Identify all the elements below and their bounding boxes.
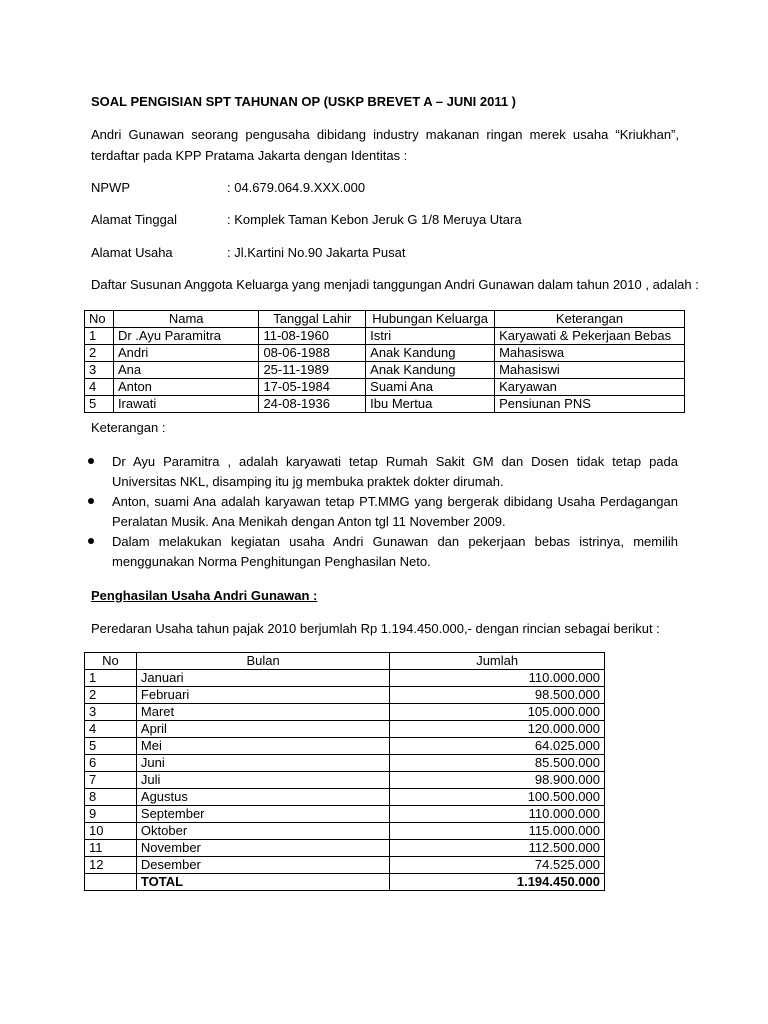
table-row [85,806,605,823]
family-hubungan: Anak Kandung [366,362,495,379]
alamat-usaha-label: Alamat Usaha [91,245,173,260]
income-jumlah: 74.525.000 [390,857,605,874]
table-row [85,362,685,379]
income-jumlah: 98.500.000 [390,687,605,704]
notes-list [112,452,678,572]
family-header-hubungan: Hubungan Keluarga [366,311,495,328]
income-header-bulan: Bulan [136,653,389,670]
income-jumlah: 110.000.000 [390,806,605,823]
income-jumlah: 64.025.000 [390,738,605,755]
table-row [85,704,605,721]
income-no: 4 [85,721,137,738]
family-keterangan: Pensiunan PNS [495,396,685,413]
family-no: 3 [85,362,114,379]
income-total-empty [85,874,137,891]
income-no: 6 [85,755,137,772]
income-jumlah: 120.000.000 [390,721,605,738]
note-line-1: Anton, suami Ana adalah karyawan tetap PT.MMG yang bergerak dibidang Usaha Perdagangan [112,494,678,509]
table-row [85,396,685,413]
income-no: 8 [85,789,137,806]
income-jumlah: 98.900.000 [390,772,605,789]
income-intro: Peredaran Usaha tahun pajak 2010 berjumlah Rp 1.194.450.000,- dengan rincian sebagai berikut : [91,621,660,636]
note-line-1: Dr Ayu Paramitra , adalah karyawati tetap Rumah Sakit GM dan Dosen tidak tetap pada [112,454,678,469]
family-keterangan: Mahasiswa [495,345,685,362]
family-keterangan: Karyawati & Pekerjaan Bebas [495,328,685,345]
table-row [85,670,605,687]
intro-line-1: Andri Gunawan seorang pengusaha dibidang industry makanan ringan merek usaha “Kriukhan”, [91,127,679,142]
intro-line-2: terdaftar pada KPP Pratama Jakarta dengan Identitas : [91,148,408,163]
income-total-value: 1.194.450.000 [390,874,605,891]
note-line-2: Peralatan Musik. Ana Menikah dengan Anton tgl 11 November 2009. [112,514,506,529]
income-no: 9 [85,806,137,823]
family-tanggal: 17-05-1984 [259,379,366,396]
income-jumlah: 115.000.000 [390,823,605,840]
income-table [84,652,605,891]
bullet-icon [88,538,94,544]
family-hubungan: Istri [366,328,495,345]
document-title: SOAL PENGISIAN SPT TAHUNAN OP (USKP BREVET A – JUNI 2011 ) [91,94,517,109]
family-nama: Andri [113,345,259,362]
table-row [85,755,605,772]
income-no: 7 [85,772,137,789]
family-tanggal: 24-08-1936 [259,396,366,413]
table-row [85,379,685,396]
table-row [85,345,685,362]
family-hubungan: Suami Ana [366,379,495,396]
note-line-1: Dalam melakukan kegiatan usaha Andri Gunawan dan pekerjaan bebas istrinya, memilih [112,534,678,549]
table-row [85,738,605,755]
income-no: 12 [85,857,137,874]
table-row [85,328,685,345]
family-table [84,310,685,413]
table-row [85,789,605,806]
family-nama: Ana [113,362,259,379]
total-row [85,874,605,891]
income-bulan: Januari [136,670,389,687]
income-bulan: Mei [136,738,389,755]
family-header-no: No [85,311,114,328]
family-hubungan: Anak Kandung [366,345,495,362]
family-nama: Anton [113,379,259,396]
list-item [112,532,678,572]
family-header-tanggal: Tanggal Lahir [259,311,366,328]
bullet-icon [88,498,94,504]
income-table-header [85,653,605,670]
keterangan-label: Keterangan : [91,420,166,435]
family-no: 1 [85,328,114,345]
family-table-header [85,311,685,328]
table-row [85,857,605,874]
table-row [85,840,605,857]
table-row [85,772,605,789]
income-bulan: Maret [136,704,389,721]
income-bulan: Februari [136,687,389,704]
family-no: 2 [85,345,114,362]
income-bulan: November [136,840,389,857]
income-bulan: Agustus [136,789,389,806]
table-row [85,823,605,840]
family-nama: Dr .Ayu Paramitra [113,328,259,345]
list-item [112,452,678,492]
alamat-tinggal-value: : Komplek Taman Kebon Jeruk G 1/8 Meruya Utara [227,212,522,227]
family-no: 4 [85,379,114,396]
table-row [85,687,605,704]
family-header-keterangan: Keterangan [495,311,685,328]
income-no: 2 [85,687,137,704]
family-hubungan: Ibu Mertua [366,396,495,413]
income-no: 1 [85,670,137,687]
family-intro: Daftar Susunan Anggota Keluarga yang menjadi tanggungan Andri Gunawan dalam tahun 2010 , adalah : [91,277,699,292]
income-jumlah: 112.500.000 [390,840,605,857]
income-jumlah: 85.500.000 [390,755,605,772]
income-no: 11 [85,840,137,857]
income-total-label: TOTAL [136,874,389,891]
income-heading: Penghasilan Usaha Andri Gunawan : [91,588,318,603]
income-no: 10 [85,823,137,840]
npwp-value: : 04.679.064.9.XXX.000 [227,180,366,195]
family-no: 5 [85,396,114,413]
income-bulan: September [136,806,389,823]
family-tanggal: 08-06-1988 [259,345,366,362]
family-keterangan: Mahasiswi [495,362,685,379]
table-row [85,721,605,738]
npwp-label: NPWP [91,180,130,195]
alamat-usaha-value: : Jl.Kartini No.90 Jakarta Pusat [227,245,406,260]
note-line-2: Universitas NKL, disamping itu jg membuka praktek dokter dirumah. [112,474,504,489]
income-bulan: Juli [136,772,389,789]
income-jumlah: 100.500.000 [390,789,605,806]
family-tanggal: 25-11-1989 [259,362,366,379]
income-bulan: Desember [136,857,389,874]
income-bulan: Oktober [136,823,389,840]
income-jumlah: 105.000.000 [390,704,605,721]
family-header-nama: Nama [113,311,259,328]
alamat-tinggal-label: Alamat Tinggal [91,212,177,227]
note-line-2: menggunakan Norma Penghitungan Penghasilan Neto. [112,554,431,569]
family-nama: Irawati [113,396,259,413]
family-tanggal: 11-08-1960 [259,328,366,345]
income-no: 3 [85,704,137,721]
income-bulan: April [136,721,389,738]
list-item [112,492,678,532]
income-jumlah: 110.000.000 [390,670,605,687]
income-no: 5 [85,738,137,755]
income-header-no: No [85,653,137,670]
family-keterangan: Karyawan [495,379,685,396]
income-bulan: Juni [136,755,389,772]
income-header-jumlah: Jumlah [390,653,605,670]
bullet-icon [88,458,94,464]
